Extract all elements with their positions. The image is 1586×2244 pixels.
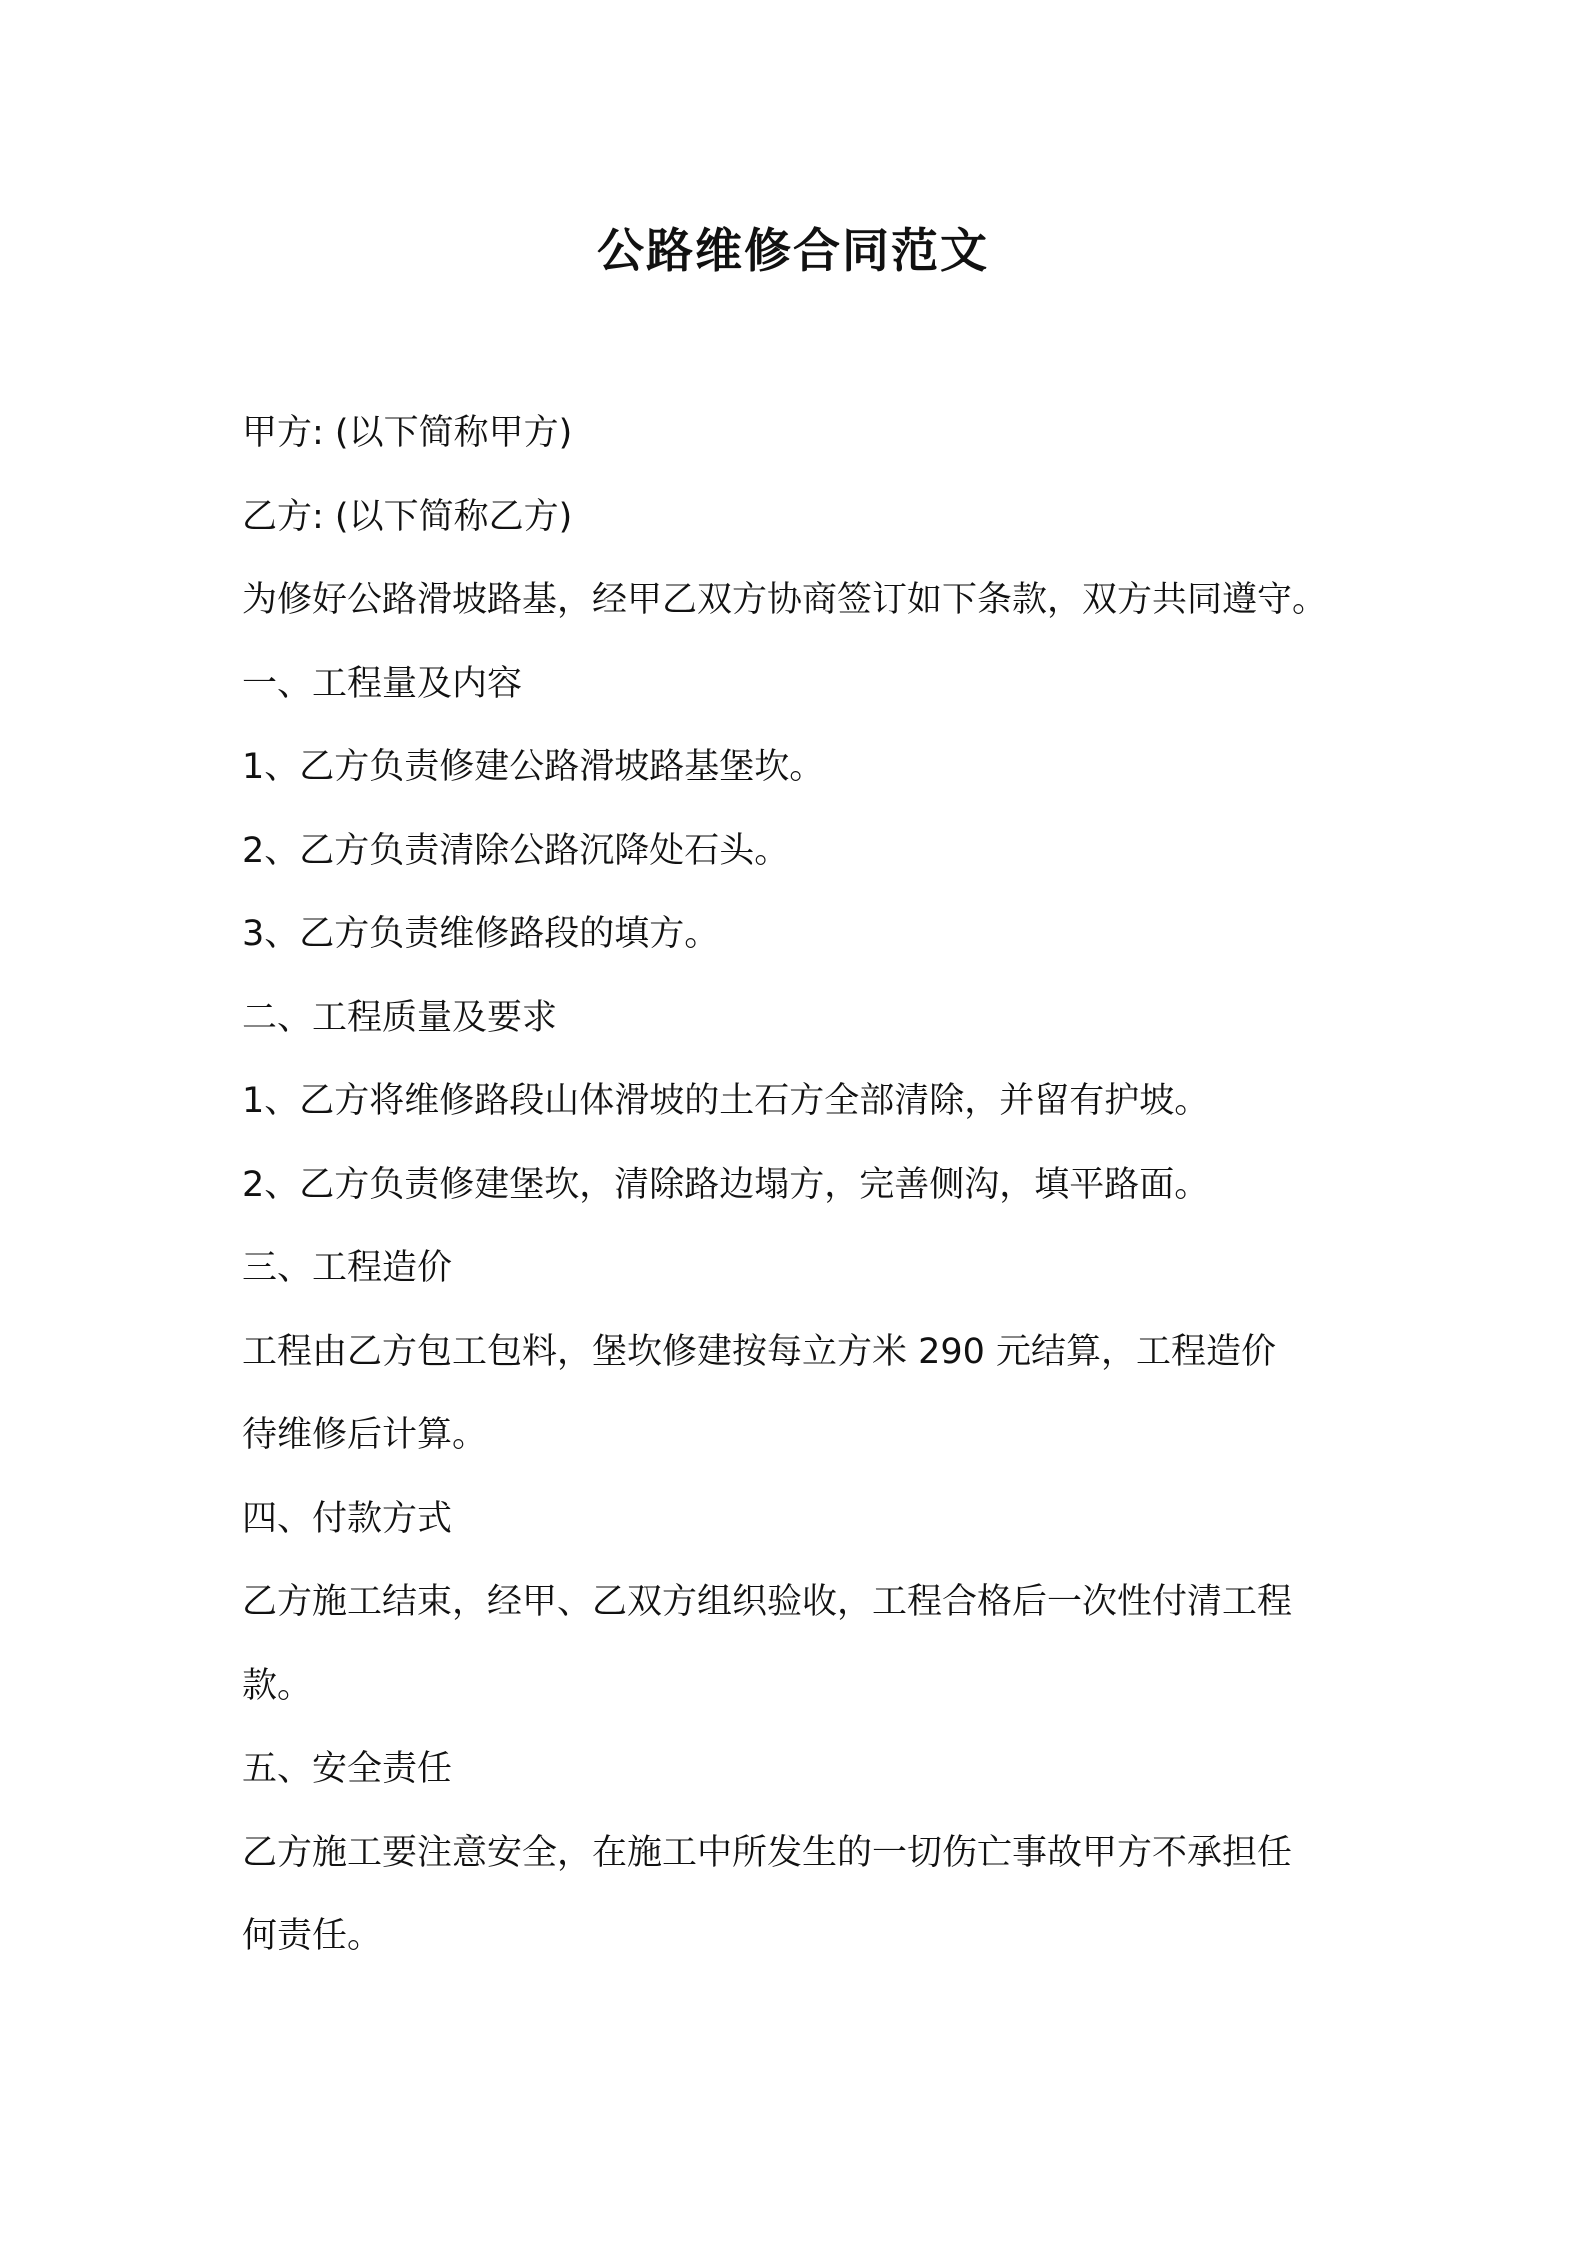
section-heading-2: 二、工程质量及要求 [242, 997, 558, 1038]
section-heading-3: 三、工程造价 [242, 1248, 453, 1288]
section-4-text-line-2: 款。 [242, 1665, 313, 1706]
section-5-text-line-2: 何责任。 [242, 1916, 383, 1956]
party-a-line: 甲方: (以下简称甲方) [242, 413, 573, 453]
document-body [242, 412, 1362, 1999]
section-3-text-line-2: 待维修后计算。 [242, 1415, 488, 1455]
section-2-item-2: 2、乙方负责修建堡坎，清除路边塌方，完善侧沟，填平路面。 [242, 1164, 1210, 1205]
section-2-item-1: 1、乙方将维修路段山体滑坡的土石方全部清除，并留有护坡。 [242, 1081, 1210, 1121]
section-1-item-1: 1、乙方负责修建公路滑坡路基堡坎。 [242, 747, 825, 787]
section-1-item-2: 2、乙方负责清除公路沉降处石头。 [242, 830, 790, 871]
section-1-item-3: 3、乙方负责维修路段的填方。 [242, 914, 720, 954]
section-3-text-line-1: 工程由乙方包工包料，堡坎修建按每立方米 290 元结算，工程造价 [242, 1331, 1277, 1372]
intro-paragraph: 为修好公路滑坡路基，经甲乙双方协商签订如下条款，双方共同遵守。 [242, 580, 1328, 620]
party-b-line: 乙方: (以下简称乙方) [242, 496, 573, 537]
section-heading-1: 一、工程量及内容 [242, 663, 523, 704]
section-4-text-line-1: 乙方施工结束，经甲、乙双方组织验收，工程合格后一次性付清工程 [242, 1582, 1293, 1622]
section-heading-5: 五、安全责任 [242, 1749, 453, 1789]
document-title: 公路维修合同范文 [597, 224, 989, 279]
section-heading-4: 四、付款方式 [242, 1498, 453, 1539]
section-5-text-line-1: 乙方施工要注意安全，在施工中所发生的一切伤亡事故甲方不承担任 [242, 1832, 1293, 1873]
